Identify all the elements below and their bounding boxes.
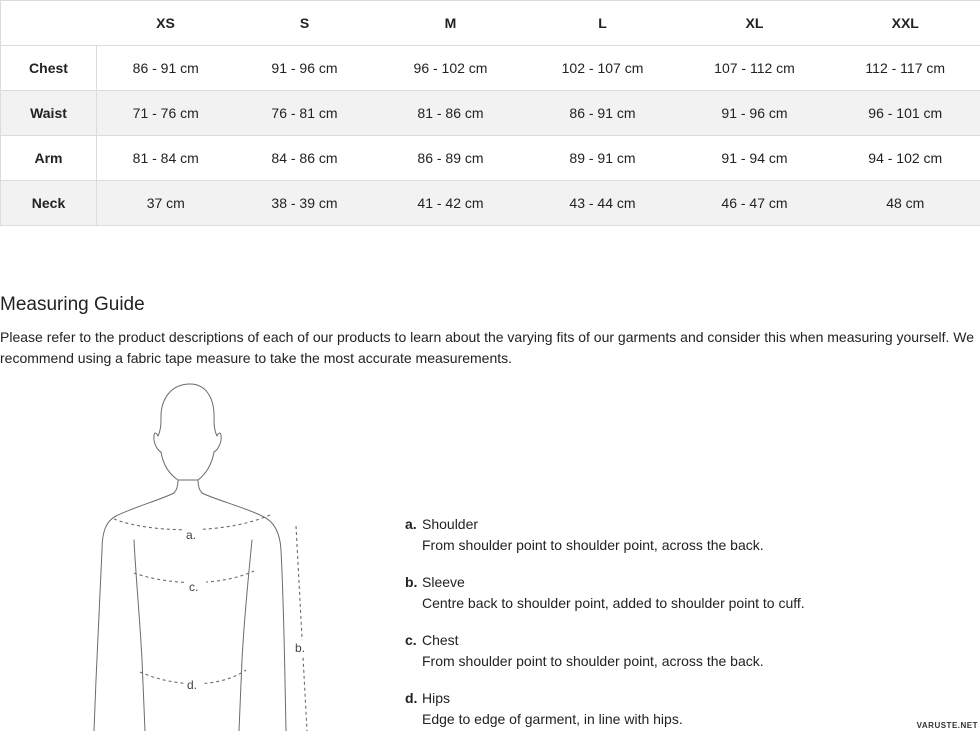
measurement-item-sleeve (405, 572, 925, 614)
figure-label-a: a. (186, 528, 196, 542)
measurement-letter: b. (405, 572, 422, 593)
table-cell: 46 - 47 cm (679, 181, 831, 226)
table-cell: 86 - 89 cm (375, 136, 527, 181)
table-cell: 76 - 81 cm (235, 91, 375, 136)
size-header-xl: XL (679, 1, 831, 46)
measurement-name: Shoulder (422, 516, 478, 532)
measurement-desc: From shoulder point to shoulder point, across the back. (405, 535, 925, 556)
table-cell: 86 - 91 cm (97, 46, 235, 91)
figure-label-c: c. (189, 580, 198, 594)
measuring-guide-title: Measuring Guide (0, 294, 145, 316)
body-measurement-figure (90, 380, 330, 731)
row-label-waist: Waist (1, 91, 97, 136)
table-cell: 91 - 96 cm (235, 46, 375, 91)
table-cell: 91 - 94 cm (679, 136, 831, 181)
table-cell: 37 cm (97, 181, 235, 226)
measurement-letter: c. (405, 630, 422, 651)
table-cell: 96 - 102 cm (375, 46, 527, 91)
figure-neck (174, 480, 178, 493)
measurement-desc: Centre back to shoulder point, added to shoulder point to cuff. (405, 593, 925, 614)
sleeve-measure-line (296, 526, 307, 731)
measurement-list (405, 514, 925, 746)
table-row-waist (1, 91, 980, 136)
measurement-name: Chest (422, 632, 459, 648)
table-row-chest (1, 46, 980, 91)
figure-label-b: b. (295, 641, 305, 655)
size-header-row (1, 1, 980, 46)
table-cell: 89 - 91 cm (527, 136, 679, 181)
measurement-item-shoulder (405, 514, 925, 556)
table-cell: 41 - 42 cm (375, 181, 527, 226)
size-header-xxl: XXL (831, 1, 980, 46)
table-cell: 38 - 39 cm (235, 181, 375, 226)
figure-torso-outline (202, 493, 286, 731)
measurement-letter: a. (405, 514, 422, 535)
size-header-xs: XS (97, 1, 235, 46)
table-cell: 107 - 112 cm (679, 46, 831, 91)
table-cell: 94 - 102 cm (831, 136, 980, 181)
measurement-name: Hips (422, 690, 450, 706)
measurement-name: Sleeve (422, 574, 465, 590)
size-chart-table (0, 0, 980, 226)
table-cell: 112 - 117 cm (831, 46, 980, 91)
measurement-item-chest (405, 630, 925, 672)
table-cell: 43 - 44 cm (527, 181, 679, 226)
measurement-desc: Edge to edge of garment, in line with hips. (405, 709, 925, 730)
table-cell: 81 - 84 cm (97, 136, 235, 181)
table-cell: 96 - 101 cm (831, 91, 980, 136)
measurement-desc: From shoulder point to shoulder point, across the back. (405, 651, 925, 672)
corner-cell (1, 1, 97, 46)
row-label-arm: Arm (1, 136, 97, 181)
table-cell: 102 - 107 cm (527, 46, 679, 91)
measuring-guide-intro: Please refer to the product descriptions of each of our products to learn about the varying fits of our garments and consider this when measuring yourself. We recommend using a fabric tape measure to take the most accurate measurements. (0, 327, 975, 369)
table-cell: 84 - 86 cm (235, 136, 375, 181)
table-row-arm (1, 136, 980, 181)
table-cell: 48 cm (831, 181, 980, 226)
row-label-neck: Neck (1, 181, 97, 226)
figure-neck (198, 480, 202, 493)
table-cell: 86 - 91 cm (527, 91, 679, 136)
figure-inner-line (134, 540, 145, 731)
table-cell: 71 - 76 cm (97, 91, 235, 136)
size-header-s: S (235, 1, 375, 46)
measurement-letter: d. (405, 688, 422, 709)
figure-inner-line (239, 540, 252, 731)
size-header-l: L (527, 1, 679, 46)
figure-label-d: d. (187, 678, 197, 692)
table-cell: 91 - 96 cm (679, 91, 831, 136)
size-header-m: M (375, 1, 527, 46)
table-cell: 81 - 86 cm (375, 91, 527, 136)
row-label-chest: Chest (1, 46, 97, 91)
measurement-item-hips (405, 688, 925, 730)
watermark-text: VARUSTE.NET (917, 721, 978, 730)
table-row-neck (1, 181, 980, 226)
figure-head (154, 384, 221, 480)
